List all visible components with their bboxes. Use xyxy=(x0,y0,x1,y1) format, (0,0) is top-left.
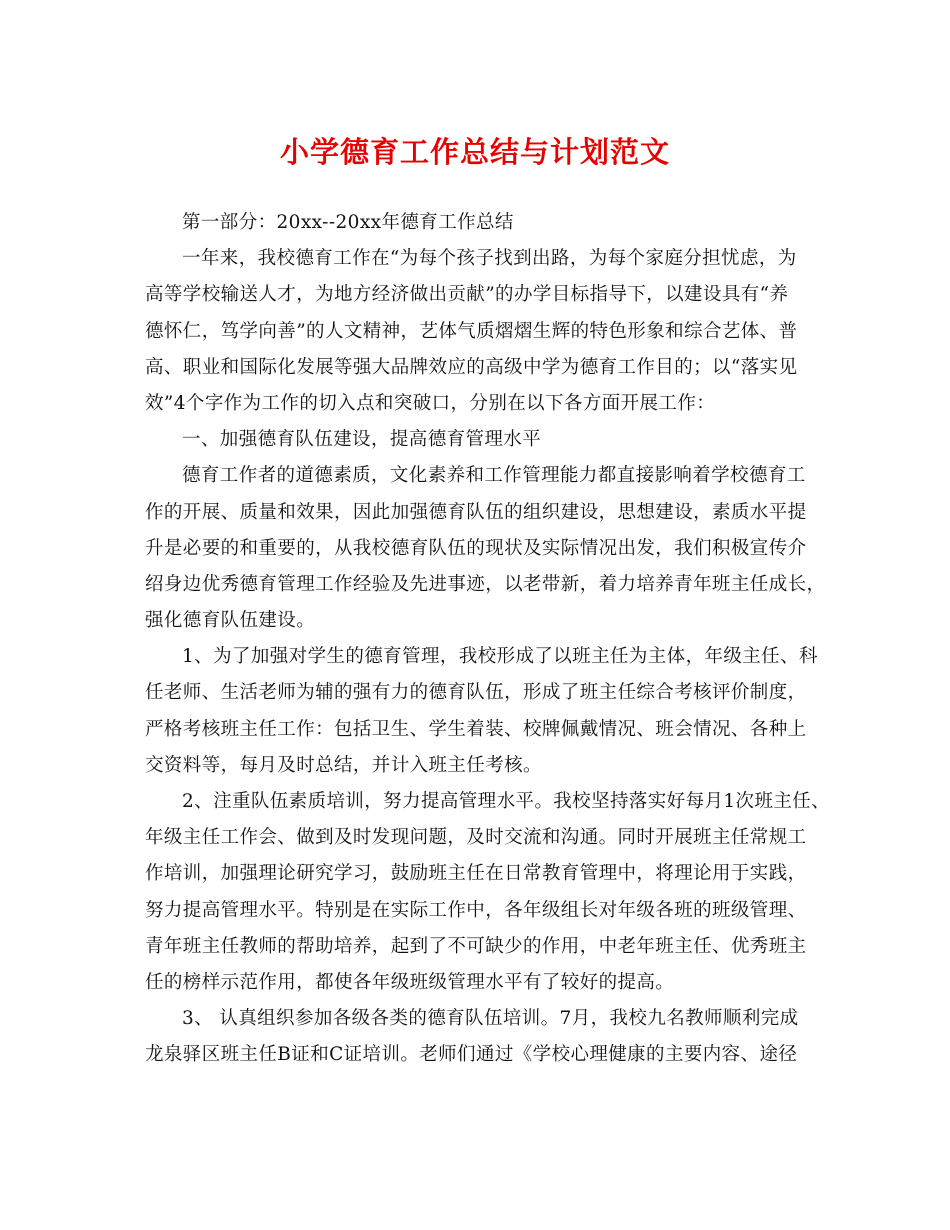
text-line: 任老师、生活老师为辅的强有力的德育队伍，形成了班主任综合考核评价制度， xyxy=(145,682,807,704)
text-line: 任的榜样示范作用，都使各年级班级管理水平有了较好的提高。 xyxy=(145,971,675,993)
text-line: 青年班主任教师的帮助培养，起到了不可缺少的作用，中老年班主任、优秀班主 xyxy=(145,935,807,957)
text-line: 交资料等，每月及时总结，并计入班主任考核。 xyxy=(145,754,542,776)
text-line: 龙泉驿区班主任B证和C证培训。老师们通过《学校心理健康的主要内容、途径 xyxy=(145,1044,798,1066)
text-line: 年级主任工作会、做到及时发现问题，及时交流和沟通。同时开展班主任常规工 xyxy=(145,827,807,849)
text-line: 德育工作者的道德素质，文化素养和工作管理能力都直接影响着学校德育工 xyxy=(182,465,806,487)
text-line: 严格考核班主任工作：包括卫生、学生着装、校牌佩戴情况、班会情况、各种上 xyxy=(145,718,807,740)
text-line: 效”4个字作为工作的切入点和突破口，分别在以下各方面开展工作： xyxy=(145,392,716,414)
text-line: 第一部分：20xx--20xx年德育工作总结 xyxy=(182,212,514,233)
text-line: 一年来，我校德育工作在“为每个孩子找到出路，为每个家庭分担忧虑，为 xyxy=(182,248,797,270)
text-line: 2、注重队伍素质培训，努力提高管理水平。我校坚持落实好每月1次班主任、 xyxy=(182,791,831,812)
text-line: 3、 认真组织参加各级各类的德育队伍培训。7月，我校九名教师顺利完成 xyxy=(182,1008,799,1030)
text-line: 高、职业和国际化发展等强大品牌效应的高级中学为德育工作目的；以“落实见 xyxy=(145,356,798,378)
text-line: 努力提高管理水平。特别是在实际工作中，各年级组长对年级各班的班级管理、 xyxy=(145,899,807,921)
text-line: 1、为了加强对学生的德育管理，我校形成了以班主任为主体，年级主任、科 xyxy=(182,646,818,668)
text-line: 一、加强德育队伍建设，提高德育管理水平 xyxy=(182,429,542,451)
text-line: 升是必要的和重要的，从我校德育队伍的现状及实际情况出发，我们积极宣传介 xyxy=(145,537,807,559)
text-line: 绍身边优秀德育管理工作经验及先进事迹，以老带新，着力培养青年班主任成长， xyxy=(145,573,826,595)
document-title: 小学德育工作总结与计划范文 xyxy=(279,135,670,169)
text-line: 高等学校输送人才，为地方经济做出贡献”的办学目标指导下，以建设具有“养 xyxy=(145,284,789,306)
text-line: 作培训，加强理论研究学习，鼓励班主任在日常教育管理中，将理论用于实践， xyxy=(145,863,807,885)
text-line: 作的开展、质量和效果，因此加强德育队伍的组织建设，思想建设，素质水平提 xyxy=(145,501,807,523)
text-line: 强化德育队伍建设。 xyxy=(145,610,316,632)
text-line: 德怀仁，笃学向善”的人文精神，艺体气质熠熠生辉的特色形象和综合艺体、普 xyxy=(145,320,798,342)
document-body xyxy=(145,205,831,1074)
